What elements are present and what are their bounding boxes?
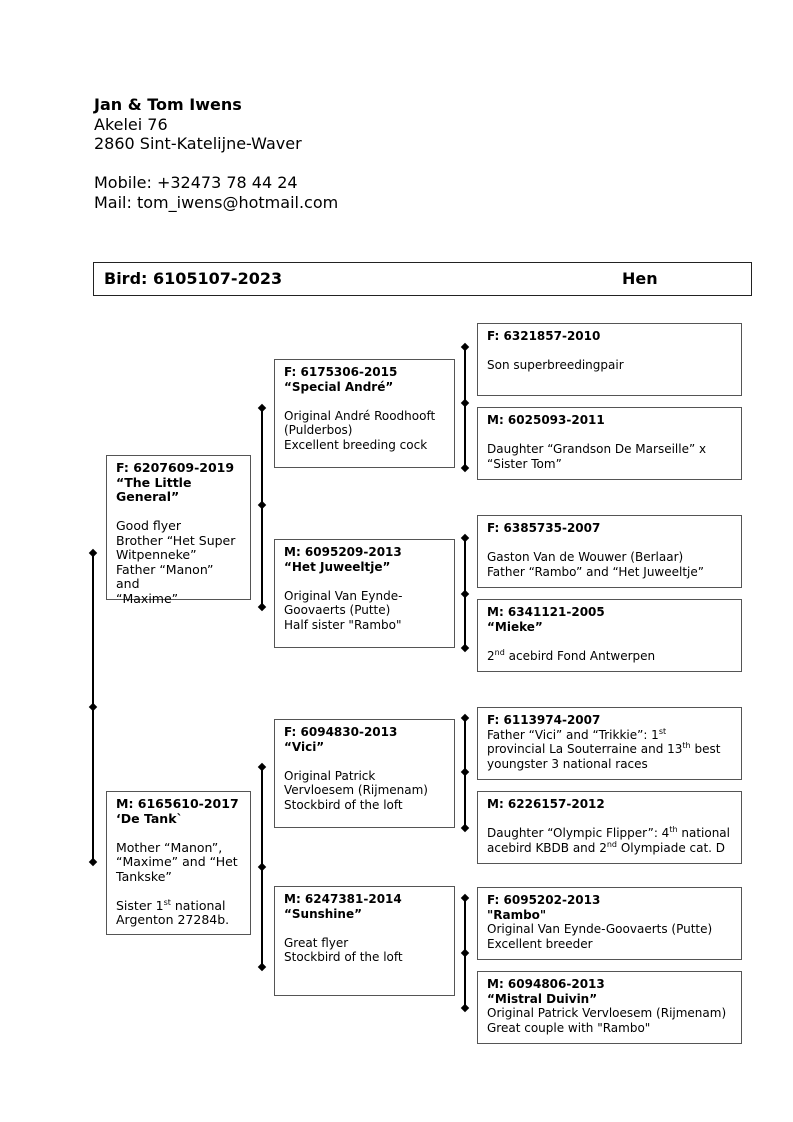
connector-dot bbox=[461, 534, 469, 542]
ring-number: F: 6207609-2019 bbox=[116, 460, 235, 475]
note-line: Great couple with "Rambo" bbox=[487, 1020, 651, 1035]
note-line: (Pulderbos) bbox=[284, 423, 353, 437]
note-line: Tankske” bbox=[116, 868, 172, 884]
note-line: Son superbreedingpair bbox=[487, 358, 624, 372]
connector-dot bbox=[461, 1004, 469, 1012]
bird-id: Bird: 6105107-2023 bbox=[104, 269, 283, 288]
note-line: Daughter “Grandson De Marseille” x bbox=[487, 442, 707, 456]
bird-sex: Hen bbox=[622, 269, 658, 288]
ring-number: F: 6175306-2015 bbox=[284, 365, 398, 379]
pedigree-card-mother bbox=[106, 791, 251, 935]
bird-name: “Het Juweeltje” bbox=[284, 559, 391, 574]
bird-name: “The Little bbox=[116, 474, 192, 490]
bird-name: “Special André” bbox=[284, 379, 394, 394]
connector-dot bbox=[461, 399, 469, 407]
ring-number: M: 6094806-2013 bbox=[487, 977, 605, 991]
ring-number: M: 6165610-2017 bbox=[116, 796, 239, 811]
owner-mail: Mail: tom_iwens@hotmail.com bbox=[94, 192, 339, 212]
note-line: Excellent breeder bbox=[487, 936, 593, 951]
pedigree-card-fm bbox=[274, 539, 455, 648]
note-line: Stockbird of the loft bbox=[284, 950, 403, 964]
connector-dot bbox=[89, 549, 97, 557]
pedigree-card-mfm bbox=[477, 791, 742, 864]
connector-dot bbox=[258, 763, 266, 771]
pedigree-card-fmf bbox=[477, 515, 742, 588]
note-line: Goovaerts (Putte) bbox=[284, 603, 391, 617]
owner-info bbox=[94, 95, 338, 212]
note-line: “Maxime” and “Het bbox=[116, 854, 238, 869]
pedigree-card-father bbox=[106, 455, 251, 606]
pedigree-card-fff bbox=[477, 323, 742, 396]
note-line: acebird KBDB and 2nd Olympiade cat. D bbox=[487, 839, 726, 855]
note-line: Original Van Eynde-Goovaerts (Putte) bbox=[487, 922, 713, 936]
note-line: 2nd acebird Fond Antwerpen bbox=[487, 647, 656, 663]
connector-dot bbox=[461, 343, 469, 351]
owner-name: Jan & Tom Iwens bbox=[94, 95, 242, 114]
bird-name: General” bbox=[116, 489, 180, 504]
pedigree-card-fmm bbox=[477, 599, 742, 672]
note-line: Mother “Manon”, bbox=[116, 839, 223, 855]
bird-name: “Sunshine” bbox=[284, 906, 362, 921]
connector-dot bbox=[89, 703, 97, 711]
pedigree-card-ffm bbox=[477, 407, 742, 480]
ring-number: M: 6025093-2011 bbox=[487, 413, 605, 427]
note-line: Witpenneke” bbox=[116, 547, 197, 562]
note-line: youngster 3 national races bbox=[487, 756, 648, 771]
owner-mobile: Mobile: +32473 78 44 24 bbox=[94, 173, 298, 192]
connector-dot bbox=[258, 603, 266, 611]
connector-dot bbox=[461, 824, 469, 832]
ring-number: M: 6095209-2013 bbox=[284, 545, 402, 559]
note-line: Father “Manon” and bbox=[116, 561, 214, 591]
note-line: Vervloesem (Rijmenam) bbox=[284, 783, 428, 797]
ring-number: F: 6113974-2007 bbox=[487, 713, 601, 727]
ring-number: F: 6095202-2013 bbox=[487, 893, 601, 907]
bird-name: ‘De Tank` bbox=[116, 810, 183, 826]
ring-number: F: 6385735-2007 bbox=[487, 521, 601, 535]
note-line: Brother “Het Super bbox=[116, 532, 236, 548]
bird-name: “Vici” bbox=[284, 739, 325, 754]
connector-dot bbox=[461, 894, 469, 902]
pedigree-card-mmm bbox=[477, 971, 742, 1044]
connector-dot bbox=[461, 714, 469, 722]
bird-name: “Mistral Duivin” bbox=[487, 991, 598, 1006]
connector-dot bbox=[461, 464, 469, 472]
note-line: Stockbird of the loft bbox=[284, 797, 403, 812]
note-line: Original André Roodhooft bbox=[284, 408, 436, 423]
connector-dot bbox=[461, 768, 469, 776]
note-line: Gaston Van de Wouwer (Berlaar) bbox=[487, 550, 684, 564]
bird-name: “Mieke” bbox=[487, 619, 543, 634]
note-line: Original Van Eynde- bbox=[284, 588, 403, 603]
note-line: Great flyer bbox=[284, 935, 349, 950]
note-line: Good flyer bbox=[116, 518, 181, 533]
connector-dot bbox=[461, 644, 469, 652]
note-line: Sister 1st national bbox=[116, 897, 226, 913]
note-line: Half sister "Rambo" bbox=[284, 617, 402, 632]
note-line: “Maxime” bbox=[116, 590, 179, 606]
pedigree-card-ff bbox=[274, 359, 455, 468]
note-line: Father “Vici” and “Trikkie”: 1st bbox=[487, 726, 667, 742]
pedigree-card-mff bbox=[477, 707, 742, 780]
bird-header bbox=[93, 262, 752, 296]
owner-street: Akelei 76 bbox=[94, 114, 168, 134]
note-line: Argenton 27284b. bbox=[116, 912, 230, 927]
bird-name: "Rambo" bbox=[487, 907, 547, 922]
note-line: Daughter “Olympic Flipper”: 4th national bbox=[487, 825, 730, 840]
connector-dot bbox=[461, 949, 469, 957]
note-line: Father “Rambo” and “Het Juweeltje” bbox=[487, 564, 704, 579]
note-line: “Sister Tom” bbox=[487, 456, 562, 471]
connector-dot bbox=[258, 404, 266, 412]
connector-dot bbox=[258, 963, 266, 971]
note-line: Excellent breeding cock bbox=[284, 437, 428, 452]
connector-dot bbox=[258, 501, 266, 509]
ring-number: M: 6247381-2014 bbox=[284, 892, 402, 906]
note-line: Original Patrick Vervloesem (Rijmenam) bbox=[487, 1006, 727, 1020]
connector-dot bbox=[89, 858, 97, 866]
note-line: Original Patrick bbox=[284, 768, 376, 783]
pedigree-card-mmf bbox=[477, 887, 742, 960]
ring-number: F: 6321857-2010 bbox=[487, 329, 601, 343]
pedigree-card-mf bbox=[274, 719, 455, 828]
connector-dot bbox=[461, 590, 469, 598]
connector-dot bbox=[258, 863, 266, 871]
note-line: provincial La Souterraine and 13th best bbox=[487, 741, 721, 756]
owner-city: 2860 Sint-Katelijne-Waver bbox=[94, 134, 302, 153]
pedigree-card-mm bbox=[274, 886, 455, 996]
ring-number: M: 6341121-2005 bbox=[487, 605, 605, 619]
ring-number: M: 6226157-2012 bbox=[487, 797, 605, 811]
ring-number: F: 6094830-2013 bbox=[284, 725, 398, 739]
